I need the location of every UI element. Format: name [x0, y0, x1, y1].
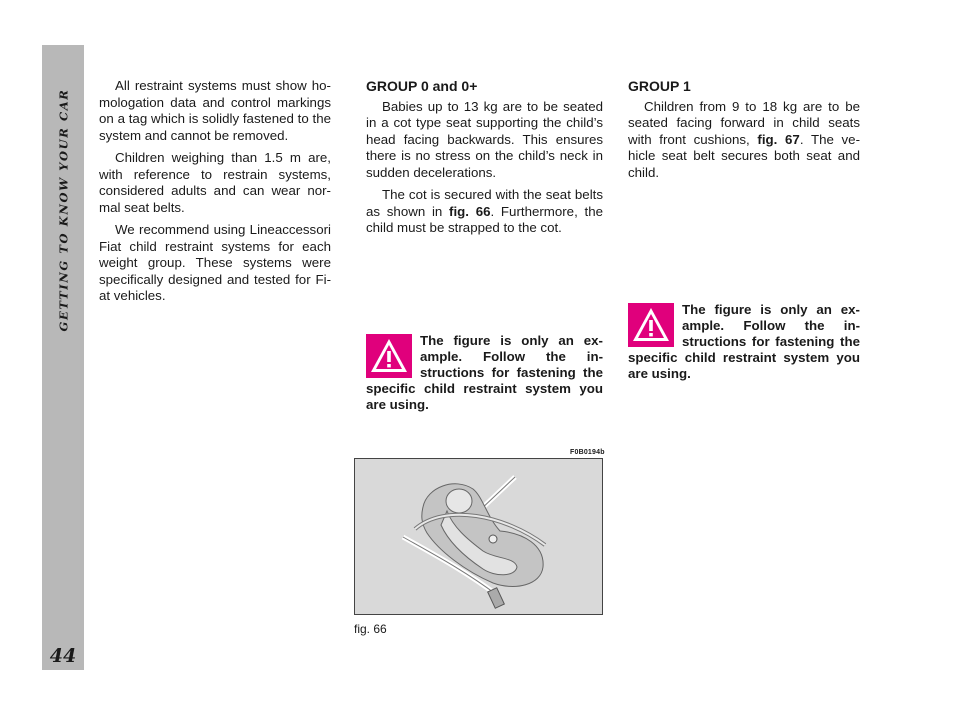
column-3 — [628, 78, 860, 187]
text-fragment: The cot is secured with the seat belts as shown in — [366, 187, 603, 219]
section-title-text: GETTING TO KNOW YOUR CAR — [56, 88, 71, 332]
section-title — [42, 45, 84, 375]
side-tab — [42, 45, 84, 670]
figure-caption: fig. 66 — [354, 622, 387, 636]
paragraph-group-1 — [628, 99, 860, 182]
warning-note-1 — [366, 333, 603, 413]
text-fragment: Children from 9 to 18 kg are to be seated facing forward in child seats with front cushions, — [628, 98, 860, 147]
fig-67-reference: fig. 67 — [757, 131, 800, 147]
heading-group-0: GROUP 0 and 0+ — [366, 78, 478, 94]
warning-note-2 — [628, 302, 860, 382]
warning-triangle-icon — [628, 303, 674, 347]
column-2 — [366, 78, 603, 243]
text-fragment: . Furthermore, the child must be strapped to the cot. — [366, 203, 603, 235]
figure-66-illustration — [354, 458, 603, 615]
paragraph-homologation: All restraint systems must show ho-mologation data and control markings on a tag which is solidly fastened to the system and cannot be removed. — [99, 78, 331, 143]
heading-group-1: GROUP 1 — [628, 78, 691, 94]
column-1 — [99, 78, 331, 311]
paragraph-cot-secured — [366, 187, 603, 237]
paragraph-adults: Children weighing than 1.5 m are, with reference to restrain systems, considered adults and can wear nor-mal seat belts. — [99, 150, 331, 215]
child-seat-illustration — [355, 459, 603, 615]
warning-triangle-icon — [366, 334, 412, 378]
paragraph-recommendation: We recommend using Lineaccessori Fiat child restraint systems for each weight group. These systems were specifically designed and tested for Fi-at vehicles. — [99, 222, 331, 303]
fig-66-reference: fig. 66 — [449, 203, 491, 219]
warning-text: The figure is only an ex-ample. Follow the in-structions for fastening the specific child restraint system you are using. — [628, 302, 860, 381]
page-number: 44 — [49, 645, 77, 667]
figure-code: F0B0194b — [570, 449, 605, 456]
text-fragment: . The ve-hicle seat belt secures both seat and child. — [628, 131, 860, 180]
warning-text: The figure is only an ex-ample. Follow the in-structions for fastening the specific child restraint system you are using. — [366, 333, 603, 412]
paragraph-group-0: Babies up to 13 kg are to be seated in a cot type seat supporting the child’s head facing backwards. This ensures there is no stress on the child’s neck in sudden decelerations. — [366, 98, 603, 180]
